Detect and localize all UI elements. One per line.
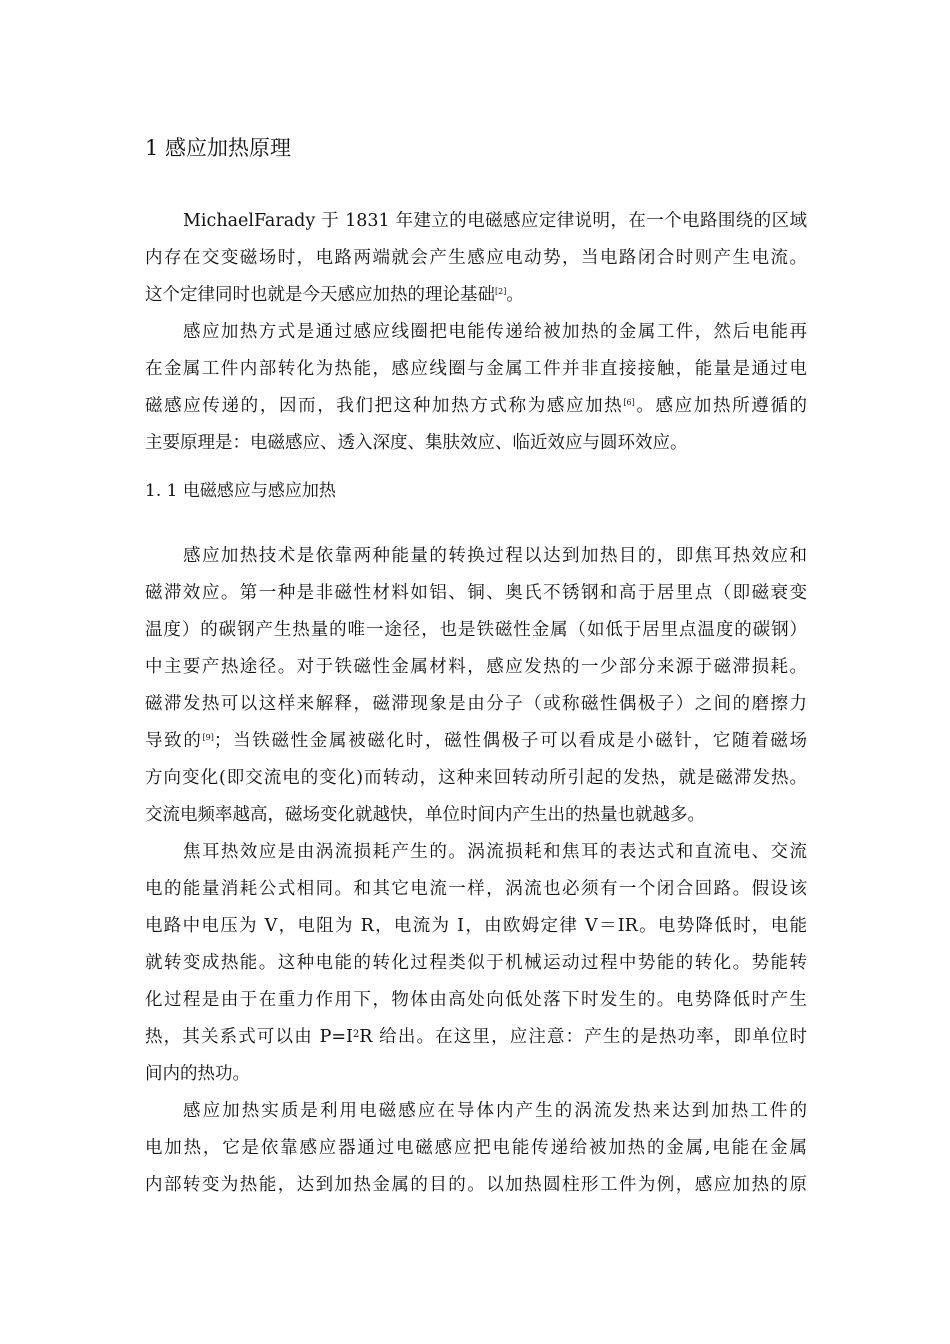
text-span: ；当铁磁性金属被磁化时，磁性偶极子可以看成是小磁针，它随着磁场 xyxy=(213,731,808,751)
text-line xyxy=(145,393,807,419)
text-line: 感应加热技术是依靠两种能量的转换过程以达到加热目的，即焦耳热效应和 xyxy=(183,546,807,566)
text-span: 导致的 xyxy=(145,731,203,751)
text-line: 化过程是由于在重力作用下，物体由高处向低处落下时发生的。电势降低时产生 xyxy=(145,990,807,1010)
text-span: R 给出。在这里，应注意：产生的是热功率，即单位时 xyxy=(359,1027,807,1047)
text-span: 。 xyxy=(506,285,524,305)
text-line: 就转变成热能。这种电能的转化过程类似于机械运动过程中势能的转化。势能转 xyxy=(145,953,807,973)
text-line: 内存在交变磁场时，电路两端就会产生感应电动势，当电路闭合时则产生电流。 xyxy=(145,248,807,268)
text-line: 中主要产热途径。对于铁磁性金属材料，感应发热的一少部分来源于磁滞损耗。 xyxy=(145,657,807,677)
text-line: MichaelFarady 于 1831 年建立的电磁感应定律说明，在一个电路围绕的区域 xyxy=(183,211,807,231)
subsection-heading: 1. 1 电磁感应与感应加热 xyxy=(145,481,336,501)
superscript: 2 xyxy=(352,1029,360,1040)
citation-ref: [6] xyxy=(623,398,635,407)
text-span: 热，其关系式可以由 P=I xyxy=(145,1027,353,1047)
text-line: 在金属工件内部转化为热能，感应线圈与金属工件并非直接接触，能量是通过电 xyxy=(145,359,807,379)
text-span: 这个定律同时也就是今天感应加热的理论基础 xyxy=(145,285,495,305)
text-line: 焦耳热效应是由涡流损耗产生的。涡流损耗和焦耳的表达式和直流电、交流 xyxy=(183,842,807,862)
text-line: 内部转变为热能，达到加热金属的目的。以加热圆柱形工件为例，感应加热的原 xyxy=(145,1175,807,1195)
text-line: 温度）的碳钢产生热量的唯一途径，也是铁磁性金属（如低于居里点温度的碳钢） xyxy=(145,620,807,640)
section-heading: 1 感应加热原理 xyxy=(145,136,292,160)
text-line: 磁滞发热可以这样来解释，磁滞现象是由分子（或称磁性偶极子）之间的磨擦力 xyxy=(145,694,807,714)
text-line xyxy=(145,1024,807,1050)
text-line: 电路中电压为 V，电阻为 R，电流为 I，由欧姆定律 V＝IR。电势降低时，电能 xyxy=(145,916,807,936)
citation-ref: [9] xyxy=(202,733,214,742)
text-line: 间内的热功。 xyxy=(145,1064,250,1084)
text-line: 主要原理是：电磁感应、透入深度、集肤效应、临近效应与圆环效应。 xyxy=(145,433,688,453)
text-line: 电加热，它是依靠感应器通过电磁感应把电能传递给被加热的金属,电能在金属 xyxy=(145,1138,807,1158)
text-line: 方向变化(即交流电的变化)而转动，这种来回转动所引起的发热，就是磁滞发热。 xyxy=(145,768,807,788)
text-span: 。感应加热所遵循的 xyxy=(634,396,807,416)
text-line: 磁滞效应。第一种是非磁性材料如铝、铜、奥氏不锈钢和高于居里点（即磁衰变 xyxy=(145,583,807,603)
citation-ref: [2] xyxy=(495,287,507,296)
text-line xyxy=(145,728,807,754)
text-line: 电的能量消耗公式相同。和其它电流一样，涡流也必须有一个闭合回路。假设该 xyxy=(145,879,807,899)
text-span: 磁感应传递的，因而，我们把这种加热方式称为感应加热 xyxy=(145,396,624,416)
text-line: 感应加热实质是利用电磁感应在导体内产生的涡流发热来达到加热工件的 xyxy=(183,1101,807,1121)
text-line: 感应加热方式是通过感应线圈把电能传递给被加热的金属工件，然后电能再 xyxy=(183,322,807,342)
text-line: 交流电频率越高，磁场变化就越快，单位时间内产生出的热量也就越多。 xyxy=(145,805,705,825)
text-line xyxy=(145,282,524,308)
